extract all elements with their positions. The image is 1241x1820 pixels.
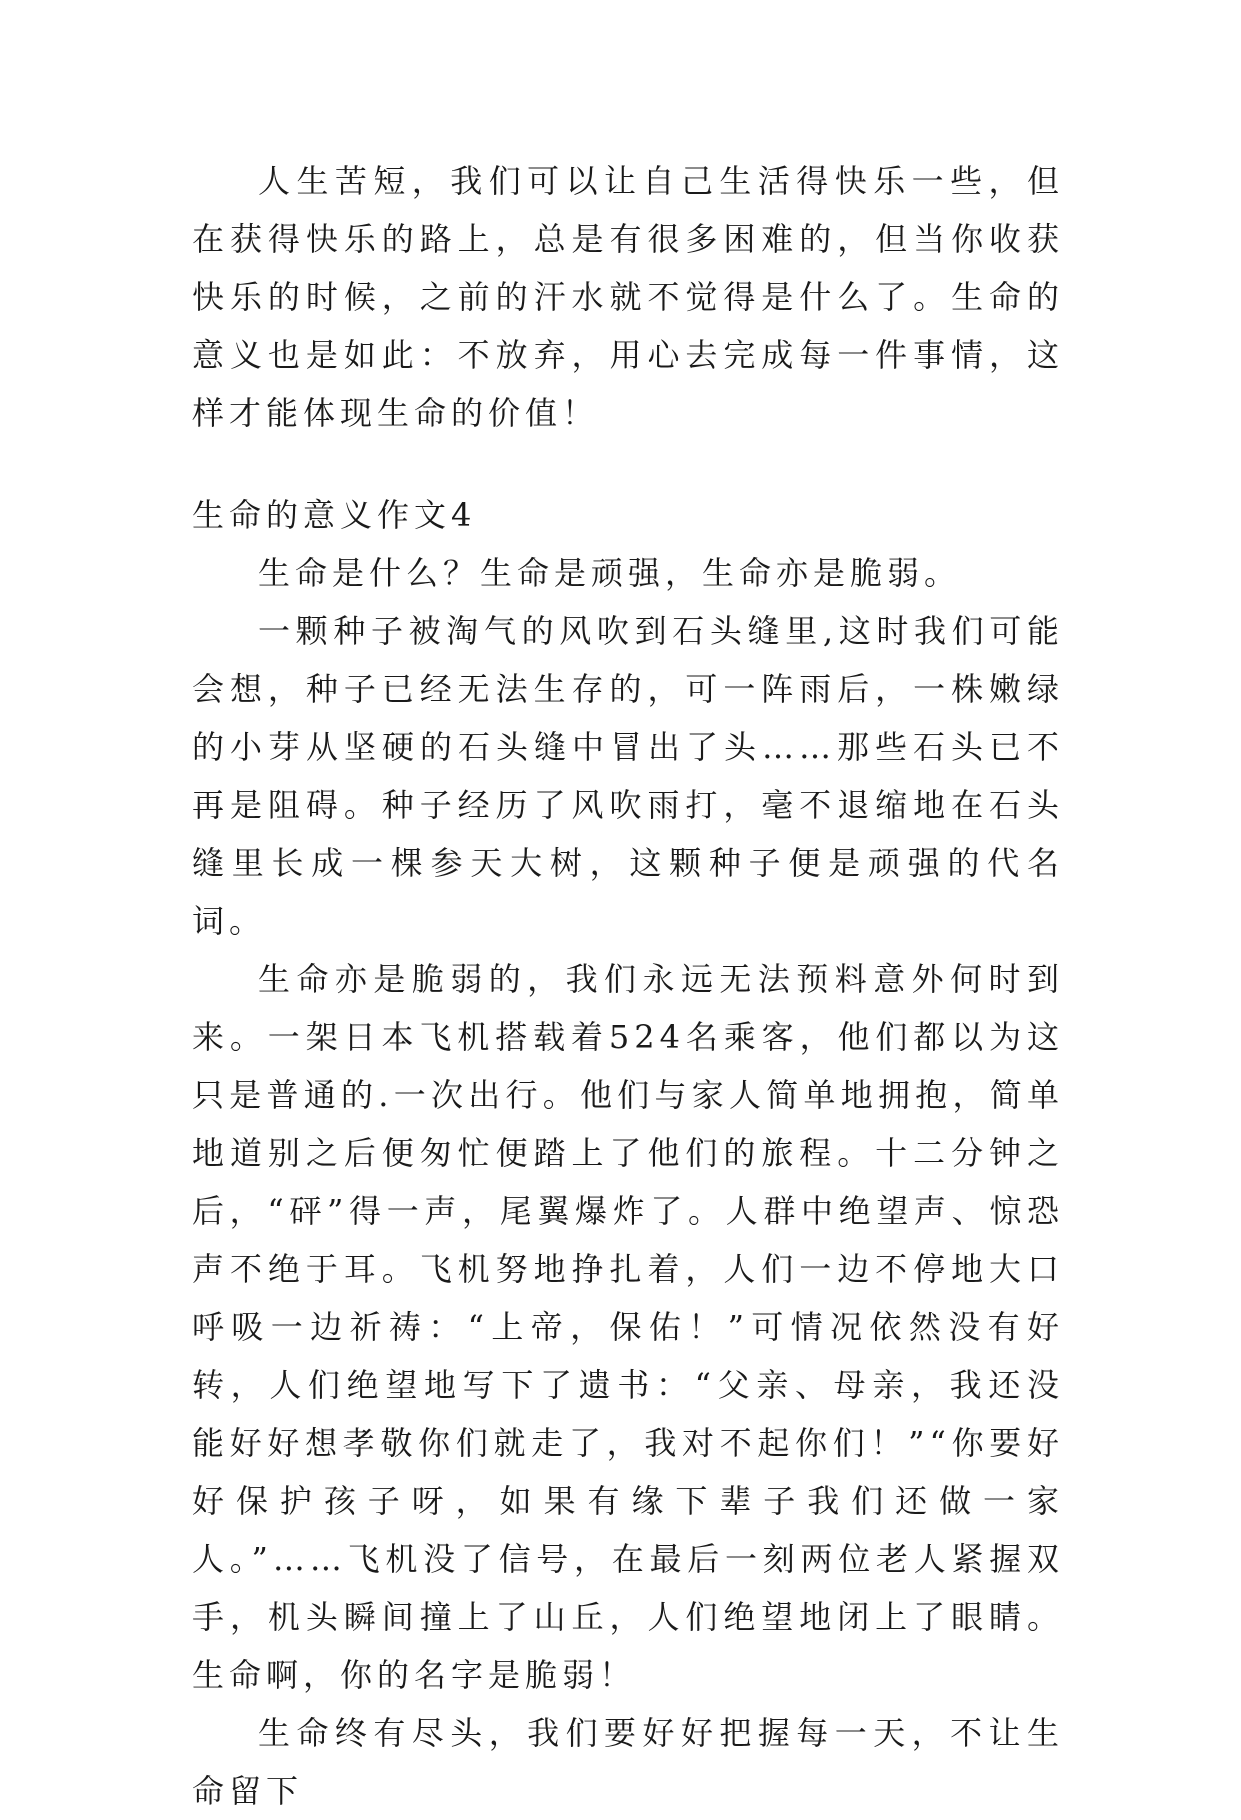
paragraph-1: 生命是什么？生命是顽强，生命亦是脆弱。 [258,554,962,592]
paragraph-2: 一颗种子被淘气的风吹到石头缝里,这时我们可能会想，种子已经无法生存的，可一阵雨后，一株嫩绿的小芽从坚硬的石头缝中冒出了头……那些石头已不再是阻碍。种子经历了风吹雨打，毫不退缩地在石头缝里长成一棵参天大树，这颗种子便是顽强的代名词。 [192,612,1064,940]
document-page [192,152,1064,1820]
paragraph-4: 生命终有尽头，我们要好好把握每一天，不让生命留下 [192,1714,1064,1810]
intro-paragraph: 人生苦短，我们可以让自己生活得快乐一些，但在获得快乐的路上，总是有很多困难的，但当你收获快乐的时候，之前的汗水就不觉得是什么了。生命的意义也是如此：不放弃，用心去完成每一件事情，这样才能体现生命的价值！ [192,162,1064,432]
section-title: 生命的意义作文4 [192,496,477,534]
paragraph-3: 生命亦是脆弱的，我们永远无法预料意外何时到来。一架日本飞机搭载着524名乘客，他们都以为这只是普通的.一次出行。他们与家人简单地拥抱，简单地道别之后便匆忙便踏上了他们的旅程。十二分钟之后，“砰”得一声，尾翼爆炸了。人群中绝望声、惊恐声不绝于耳。飞机努地挣扎着，人们一边不停地大口呼吸一边祈祷：“上帝，保佑！”可情况依然没有好转，人们绝望地写下了遗书：“父亲、母亲，我还没能好好想孝敬你们就走了，我对不起你们！”“你要好好保护孩子呀，如果有缘下辈子我们还做一家人。”……飞机没了信号，在最后一刻两位老人紧握双手，机头瞬间撞上了山丘，人们绝望地闭上了眼睛。生命啊，你的名字是脆弱！ [192,960,1064,1694]
